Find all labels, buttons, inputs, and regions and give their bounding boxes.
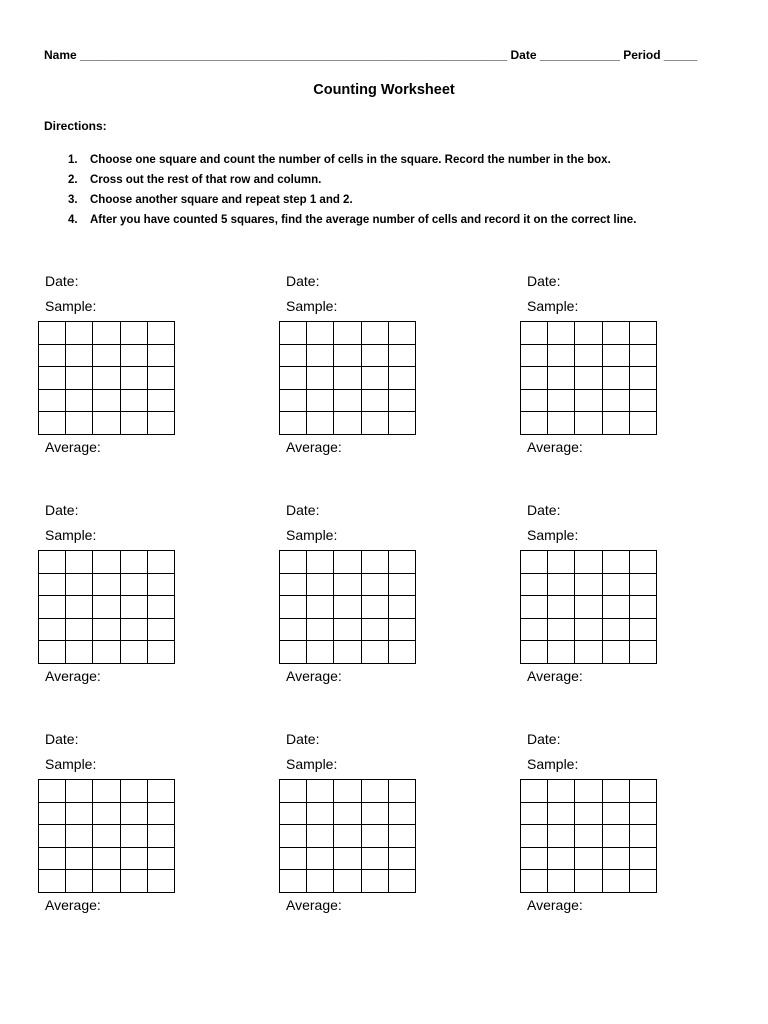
grid-cell[interactable] [39,641,66,664]
grid-cell[interactable] [603,641,630,664]
grid-cell[interactable] [603,390,630,413]
grid-cell[interactable] [307,345,334,368]
grid-cell[interactable] [39,322,66,345]
grid-cell[interactable] [93,780,120,803]
date-label: Date: [45,731,79,747]
grid-cell[interactable] [603,367,630,390]
grid-cell[interactable] [334,322,361,345]
sample-label: Sample: [527,756,579,772]
grid-cell[interactable] [389,390,416,413]
sample-label: Sample: [45,756,97,772]
grid-cell[interactable] [280,551,307,574]
sample-card [38,273,238,473]
grid-cell[interactable] [66,619,93,642]
grid-cell[interactable] [548,803,575,826]
grid-cell[interactable] [548,780,575,803]
grid-cell[interactable] [148,780,175,803]
grid-cell[interactable] [280,780,307,803]
grid-cell[interactable] [66,412,93,435]
grid-cell[interactable] [362,825,389,848]
grid-cell[interactable] [121,412,148,435]
grid-cell[interactable] [389,803,416,826]
grid-cell[interactable] [548,825,575,848]
grid-cell[interactable] [334,390,361,413]
grid-cell[interactable] [603,780,630,803]
counting-grid[interactable] [520,321,657,435]
grid-cell[interactable] [630,390,657,413]
average-label: Average: [527,439,583,455]
grid-cell[interactable] [66,641,93,664]
grid-cell[interactable] [307,596,334,619]
counting-grid[interactable] [520,550,657,664]
grid-cell[interactable] [630,596,657,619]
grid-cell[interactable] [121,825,148,848]
grid-cell[interactable] [362,322,389,345]
grid-cell[interactable] [603,551,630,574]
average-label: Average: [286,897,342,913]
grid-cell[interactable] [521,412,548,435]
counting-grid[interactable] [279,779,416,893]
grid-cell[interactable] [334,825,361,848]
grid-cell[interactable] [389,825,416,848]
grid-cell[interactable] [575,390,602,413]
grid-cell[interactable] [630,825,657,848]
grid-cell[interactable] [93,412,120,435]
grid-cell[interactable] [121,367,148,390]
grid-cell[interactable] [521,574,548,597]
counting-grid[interactable] [520,779,657,893]
grid-cell[interactable] [66,848,93,871]
grid-cell[interactable] [66,803,93,826]
grid-cell[interactable] [389,848,416,871]
date-label: Date: [45,273,79,289]
grid-cell[interactable] [389,596,416,619]
grid-cell[interactable] [66,780,93,803]
grid-cell[interactable] [280,412,307,435]
grid-cell[interactable] [630,870,657,893]
counting-grid[interactable] [38,321,175,435]
grid-cell[interactable] [362,412,389,435]
grid-cell[interactable] [521,803,548,826]
step-number: 3. [68,194,78,206]
grid-cell[interactable] [362,848,389,871]
grid-cell[interactable] [630,848,657,871]
grid-cell[interactable] [148,825,175,848]
grid-cell[interactable] [521,367,548,390]
sample-label: Sample: [286,756,338,772]
grid-cell[interactable] [521,322,548,345]
grid-cell[interactable] [334,596,361,619]
grid-cell[interactable] [39,345,66,368]
grid-cell[interactable] [66,596,93,619]
sample-label: Sample: [527,527,579,543]
grid-cell[interactable] [548,551,575,574]
grid-cell[interactable] [148,619,175,642]
date-label: Date: [45,502,79,518]
grid-cell[interactable] [548,641,575,664]
date-label: Date: [286,502,320,518]
grid-cell[interactable] [521,551,548,574]
grid-cell[interactable] [93,870,120,893]
sample-label: Sample: [286,527,338,543]
step-text: Choose another square and repeat step 1 and 2. [90,194,353,206]
grid-cell[interactable] [307,870,334,893]
sample-card [520,731,720,931]
date-label: Date: [286,731,320,747]
sample-card [520,502,720,702]
grid-cell[interactable] [93,367,120,390]
grid-cell[interactable] [66,322,93,345]
grid-cell[interactable] [121,596,148,619]
grid-cell[interactable] [280,367,307,390]
grid-cell[interactable] [39,367,66,390]
direction-step [44,170,636,190]
grid-cell[interactable] [548,574,575,597]
grid-cell[interactable] [93,345,120,368]
grid-cell[interactable] [280,825,307,848]
grid-cell[interactable] [362,619,389,642]
sample-card [279,273,479,473]
grid-cell[interactable] [362,551,389,574]
direction-step [44,150,636,170]
grid-cell[interactable] [307,412,334,435]
grid-cell[interactable] [575,596,602,619]
grid-cell[interactable] [39,803,66,826]
grid-cell[interactable] [575,803,602,826]
grid-cell[interactable] [575,619,602,642]
grid-cell[interactable] [39,825,66,848]
grid-cell[interactable] [39,619,66,642]
sample-card [279,502,479,702]
grid-cell[interactable] [334,780,361,803]
grid-cell[interactable] [334,619,361,642]
grid-cell[interactable] [548,596,575,619]
grid-cell[interactable] [603,803,630,826]
grid-cell[interactable] [148,345,175,368]
grid-cell[interactable] [389,345,416,368]
grid-cell[interactable] [121,322,148,345]
direction-step [44,210,636,230]
worksheet-title: Counting Worksheet [313,82,455,98]
grid-cell[interactable] [521,825,548,848]
grid-cell[interactable] [334,412,361,435]
grid-cell[interactable] [575,412,602,435]
step-number: 4. [68,214,78,226]
grid-cell[interactable] [39,780,66,803]
grid-cell[interactable] [334,803,361,826]
grid-cell[interactable] [575,825,602,848]
grid-cell[interactable] [575,641,602,664]
step-text: Cross out the rest of that row and column. [90,174,322,186]
grid-cell[interactable] [121,848,148,871]
date-label: Date: [527,731,561,747]
grid-cell[interactable] [307,780,334,803]
grid-cell[interactable] [148,641,175,664]
grid-cell[interactable] [575,848,602,871]
grid-cell[interactable] [39,870,66,893]
grid-cell[interactable] [334,367,361,390]
grid-cell[interactable] [548,390,575,413]
grid-cell[interactable] [334,848,361,871]
name-date-period-line: Name ________________________________________________________________ Date ____________ Period _____ [44,48,698,62]
grid-cell[interactable] [630,412,657,435]
grid-cell[interactable] [521,641,548,664]
grid-cell[interactable] [362,345,389,368]
grid-cell[interactable] [362,780,389,803]
grid-cell[interactable] [280,641,307,664]
sample-label: Sample: [45,298,97,314]
grid-cell[interactable] [389,619,416,642]
grid-cell[interactable] [548,345,575,368]
directions-list [44,150,636,230]
grid-cell[interactable] [121,551,148,574]
grid-cell[interactable] [575,870,602,893]
grid-cell[interactable] [148,390,175,413]
grid-cell[interactable] [521,870,548,893]
grid-cell[interactable] [630,641,657,664]
grid-cell[interactable] [521,619,548,642]
grid-cell[interactable] [121,780,148,803]
date-label: Date: [286,273,320,289]
average-label: Average: [286,439,342,455]
grid-cell[interactable] [603,596,630,619]
grid-cell[interactable] [148,367,175,390]
grid-cell[interactable] [389,574,416,597]
grid-cell[interactable] [307,641,334,664]
grid-cell[interactable] [548,848,575,871]
grid-cell[interactable] [603,345,630,368]
grid-cell[interactable] [121,619,148,642]
grid-cell[interactable] [121,345,148,368]
grid-cell[interactable] [575,574,602,597]
grid-cell[interactable] [307,848,334,871]
sample-label: Sample: [527,298,579,314]
average-label: Average: [45,439,101,455]
grid-cell[interactable] [575,367,602,390]
grid-cell[interactable] [280,596,307,619]
grid-cell[interactable] [280,390,307,413]
grid-cell[interactable] [307,619,334,642]
grid-cell[interactable] [362,641,389,664]
grid-cell[interactable] [630,780,657,803]
grid-cell[interactable] [280,574,307,597]
grid-cell[interactable] [93,390,120,413]
grid-cell[interactable] [148,412,175,435]
grid-cell[interactable] [630,619,657,642]
grid-cell[interactable] [521,780,548,803]
grid-cell[interactable] [66,574,93,597]
grid-cell[interactable] [307,803,334,826]
grid-cell[interactable] [603,574,630,597]
grid-cell[interactable] [39,848,66,871]
grid-cell[interactable] [603,619,630,642]
grid-cell[interactable] [148,574,175,597]
grid-cell[interactable] [362,803,389,826]
grid-cell[interactable] [548,619,575,642]
grid-cell[interactable] [362,367,389,390]
grid-cell[interactable] [603,870,630,893]
step-number: 2. [68,174,78,186]
average-label: Average: [286,668,342,684]
grid-cell[interactable] [603,825,630,848]
average-label: Average: [45,668,101,684]
grid-cell[interactable] [93,641,120,664]
grid-cell[interactable] [307,574,334,597]
grid-cell[interactable] [307,551,334,574]
grid-cell[interactable] [93,596,120,619]
grid-cell[interactable] [66,551,93,574]
counting-grid[interactable] [279,321,416,435]
grid-cell[interactable] [334,574,361,597]
grid-cell[interactable] [39,390,66,413]
counting-grid[interactable] [38,550,175,664]
grid-cell[interactable] [93,574,120,597]
grid-cell[interactable] [93,322,120,345]
grid-cell[interactable] [148,596,175,619]
step-text: Choose one square and count the number of cells in the square. Record the number in the box. [90,154,611,166]
grid-cell[interactable] [548,367,575,390]
grid-cell[interactable] [148,322,175,345]
counting-grid[interactable] [38,779,175,893]
grid-cell[interactable] [334,870,361,893]
grid-cell[interactable] [334,641,361,664]
grid-cell[interactable] [575,551,602,574]
grid-cell[interactable] [307,825,334,848]
grid-cell[interactable] [548,412,575,435]
grid-cell[interactable] [362,870,389,893]
grid-cell[interactable] [93,803,120,826]
grid-cell[interactable] [630,551,657,574]
directions-label: Directions: [44,119,107,133]
grid-cell[interactable] [307,367,334,390]
grid-cell[interactable] [630,367,657,390]
grid-cell[interactable] [521,345,548,368]
grid-cell[interactable] [93,619,120,642]
sample-label: Sample: [286,298,338,314]
grid-cell[interactable] [121,803,148,826]
grid-cell[interactable] [121,390,148,413]
grid-cell[interactable] [575,322,602,345]
grid-cell[interactable] [521,848,548,871]
grid-cell[interactable] [148,870,175,893]
grid-cell[interactable] [39,596,66,619]
grid-cell[interactable] [548,322,575,345]
grid-cell[interactable] [66,345,93,368]
grid-cell[interactable] [121,641,148,664]
grid-cell[interactable] [575,345,602,368]
grid-cell[interactable] [39,574,66,597]
grid-cell[interactable] [389,322,416,345]
grid-cell[interactable] [362,596,389,619]
grid-cell[interactable] [121,870,148,893]
grid-cell[interactable] [66,390,93,413]
average-label: Average: [527,897,583,913]
grid-cell[interactable] [334,551,361,574]
step-number: 1. [68,154,78,166]
grid-cell[interactable] [148,848,175,871]
grid-cell[interactable] [148,551,175,574]
grid-cell[interactable] [121,574,148,597]
counting-grid[interactable] [279,550,416,664]
grid-cell[interactable] [93,848,120,871]
grid-cell[interactable] [630,803,657,826]
average-label: Average: [527,668,583,684]
grid-cell[interactable] [93,551,120,574]
grid-cell[interactable] [603,322,630,345]
grid-cell[interactable] [389,367,416,390]
grid-cell[interactable] [630,345,657,368]
grid-cell[interactable] [603,412,630,435]
grid-cell[interactable] [39,551,66,574]
sample-card [279,731,479,931]
grid-cell[interactable] [148,803,175,826]
grid-cell[interactable] [280,619,307,642]
average-label: Average: [45,897,101,913]
grid-cell[interactable] [389,412,416,435]
grid-cell[interactable] [548,870,575,893]
grid-cell[interactable] [521,596,548,619]
grid-cell[interactable] [389,641,416,664]
grid-cell[interactable] [362,574,389,597]
grid-cell[interactable] [66,870,93,893]
grid-cell[interactable] [66,367,93,390]
sample-card [520,273,720,473]
sample-card [38,731,238,931]
grid-cell[interactable] [630,574,657,597]
grid-cell[interactable] [603,848,630,871]
grid-cell[interactable] [280,848,307,871]
grid-cell[interactable] [334,345,361,368]
grid-cell[interactable] [93,825,120,848]
grid-cell[interactable] [280,345,307,368]
grid-cell[interactable] [630,322,657,345]
grid-cell[interactable] [575,780,602,803]
grid-cell[interactable] [389,551,416,574]
grid-cell[interactable] [521,390,548,413]
grid-cell[interactable] [389,870,416,893]
grid-cell[interactable] [280,870,307,893]
date-label: Date: [527,273,561,289]
grid-cell[interactable] [307,322,334,345]
grid-cell[interactable] [280,803,307,826]
direction-step [44,190,636,210]
sample-card [38,502,238,702]
grid-cell[interactable] [362,390,389,413]
step-text: After you have counted 5 squares, find the average number of cells and record it on the correct line. [90,214,637,226]
sample-label: Sample: [45,527,97,543]
grid-cell[interactable] [280,322,307,345]
grid-cell[interactable] [307,390,334,413]
grid-cell[interactable] [66,825,93,848]
grid-cell[interactable] [389,780,416,803]
date-label: Date: [527,502,561,518]
grid-cell[interactable] [39,412,66,435]
